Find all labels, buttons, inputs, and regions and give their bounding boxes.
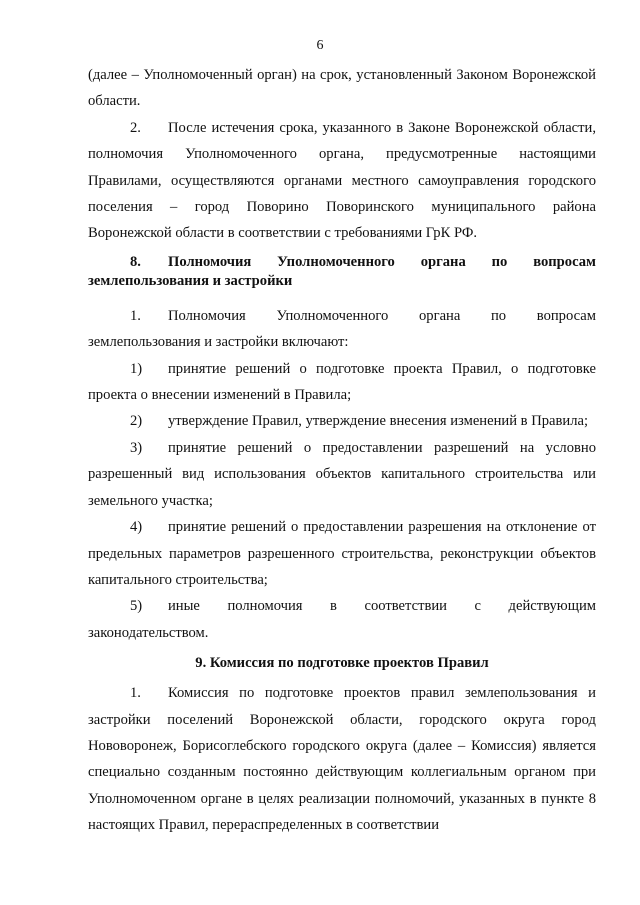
section-heading-9: [88, 646, 596, 680]
list-item-text: принятие решений о предоставлении разрешений на условно разрешенный вид использования объектов капитального строительства или земельного участка;: [88, 439, 596, 509]
document-body: [88, 62, 596, 839]
section-title: Полномочия Уполномоченного органа по вопросам землепользования и застройки: [88, 253, 596, 289]
paragraph-text: После истечения срока, указанного в Законе Воронежской области, полномочия Уполномоченного органа, предусмотренные настоящими Правилами, осуществляются органами местного самоуправления городского поселения – город Поворино Поворинского муниципального района Воронежской области в соответствии с требованиями ГрК РФ.: [88, 119, 596, 242]
paragraph-item-2: [88, 115, 596, 247]
paragraph-text: Комиссия по подготовке проектов правил землепользования и застройки поселений Воронежской области, городского округа город Нововоронеж, Борисоглебского городского округа (далее – Комиссия) является специально созданным постоянно действующим коллегиальным органом при Уполномоченном органе в целях реализации полномочий, указанных в пункте 8 настоящих Правил, перераспределенных в соответствии: [88, 685, 596, 834]
item-number: 5): [130, 598, 143, 615]
list-item-4: [88, 514, 596, 593]
paragraph-8-1: [88, 303, 596, 356]
paragraph-text: Полномочия Уполномоченного органа по вопросам землепользования и застройки включают:: [88, 307, 596, 351]
item-number: 2): [130, 413, 143, 430]
section-number: 8.: [130, 253, 141, 270]
list-item-5: [88, 593, 596, 646]
list-item-text: иные полномочия в соответствии с действующим законодательством.: [88, 598, 596, 641]
paragraph-continuation: [88, 62, 596, 115]
section-heading-8: [88, 247, 596, 303]
list-item-text: утверждение Правил, утверждение внесения изменений в Правила;: [168, 413, 589, 430]
list-item-text: принятие решений о предоставлении разрешения на отклонение от предельных параметров разрешенного строительства, реконструкции объектов капитального строительства;: [88, 519, 596, 588]
item-number: 1): [130, 360, 143, 377]
list-item-3: [88, 435, 596, 514]
item-number: 2.: [130, 119, 141, 136]
list-item-text: принятие решений о подготовке проекта Правил, о подготовке проекта о внесении изменений в Правила;: [88, 360, 596, 404]
item-number: 3): [130, 439, 143, 456]
list-item-2: [88, 408, 596, 434]
item-number: 4): [130, 519, 143, 536]
paragraph-text: (далее – Уполномоченный орган) на срок, установленный Законом Воронежской области.: [88, 67, 596, 110]
section-title: 9. Комиссия по подготовке проектов Правил: [195, 655, 489, 672]
list-item-1: [88, 356, 596, 409]
item-number: 1.: [130, 307, 141, 324]
paragraph-9-1: [88, 680, 596, 838]
item-number: 1.: [130, 685, 141, 702]
page-number: 6: [316, 38, 324, 53]
